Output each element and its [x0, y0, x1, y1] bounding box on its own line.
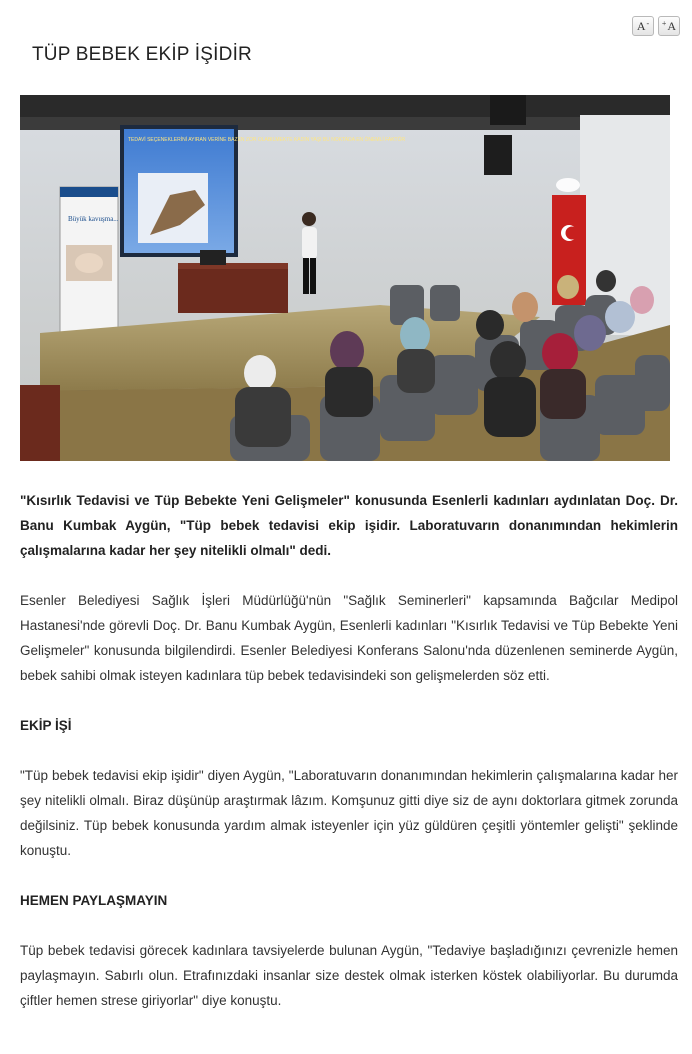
increase-font-label: A: [667, 18, 677, 33]
plus-icon: +: [661, 19, 667, 28]
minus-icon: -: [646, 19, 650, 28]
article-paragraph: "Tüp bebek tedavisi ekip işidir" diyen Aygün, "Laboratuvarın donanımından hekimlerin çalışmalarına kadar her şey nitelikli olmalı. Biraz düşünüp araştırmak lâzım. Komşunuz gitti diye siz de aynı doktorlara gitmek zorunda değilsiniz. Tüp bebek konusunda yardım almak isteyenler için yüz güldüren çeşitli yöntemler gelişti" şeklinde konuştu.: [20, 768, 678, 858]
article-photo: [20, 95, 670, 461]
article-paragraph: Esenler Belediyesi Sağlık İşleri Müdürlüğü'nün "Sağlık Seminerleri" kapsamında Bağcılar Medipol Hastanesi'nde görevli Doç. Dr. Banu Kumbak Aygün, Esenlerli kadınları "Kısırlık Tedavisi ve Tüp Bebekte Yeni Gelişmeler" konusunda bilgilendirdi. Esenler Belediyesi Konferans Salonu'nda düzenlenen seminerde Aygün, bebek sahibi olmak isteyen kadınlara tüp bebek tedavisindeki son gelişmelerden söz etti.: [20, 593, 678, 683]
screen-text: TEDAVİ SEÇENEKLERİNİ AYIRAN VERİNE BAZEN ZOR OLABILMEKTE KADIN YAŞI BU NOKTADA EN ÖNEMLİ FAKTÖR: [128, 137, 406, 143]
article-lead: "Kısırlık Tedavisi ve Tüp Bebekte Yeni Gelişmeler" konusunda Esenlerli kadınları aydınlatan Doç. Dr. Banu Kumbak Aygün, "Tüp bebek tedavisi ekip işidir. Laboratuvarın donanımından hekimlerin çalışmalarına kadar her şey nitelikli olmalı" dedi.: [20, 493, 678, 558]
section-heading: EKİP İŞİ: [20, 718, 72, 733]
decrease-font-button[interactable]: [632, 16, 654, 36]
font-size-tools: [632, 16, 680, 36]
page-title: TÜP BEBEK EKİP İŞİDİR: [32, 44, 252, 65]
increase-font-button[interactable]: [658, 16, 680, 36]
section-heading: HEMEN PAYLAŞMAYIN: [20, 893, 168, 908]
article-paragraph: Tüp bebek tedavisi görecek kadınlara tavsiyelerde bulunan Aygün, "Tedaviye başladığınızı çevrenizle hemen paylaşmayın. Sabırlı olun. Etrafınızdaki insanlar size destek olmak isterken köstek olabiliyorlar. Bu durumda çiftler hemen strese giriyorlar" diye konuştu.: [20, 943, 678, 1008]
banner-title: Büyük kavuşma...: [68, 215, 119, 223]
seminar-photo-illustration: [20, 95, 670, 461]
article-body: [20, 488, 678, 1038]
decrease-font-label: A: [636, 18, 646, 33]
